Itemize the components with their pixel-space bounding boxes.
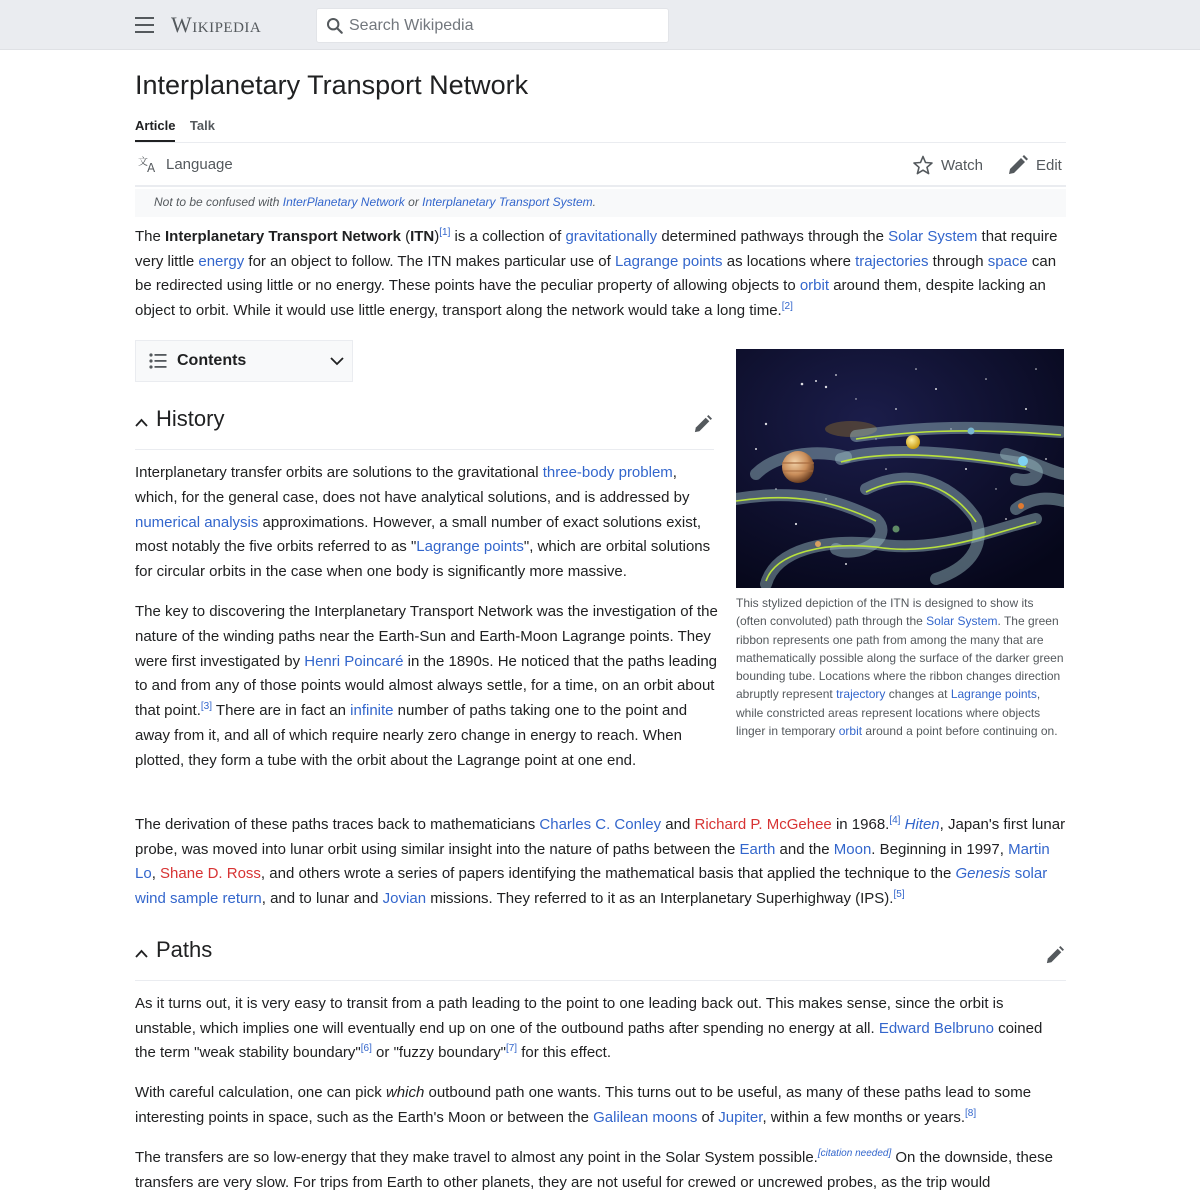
svg-text:A: A	[147, 161, 156, 173]
link-three-body-problem[interactable]: three-body problem	[542, 464, 673, 481]
tab-article[interactable]: Article	[135, 118, 175, 142]
caption-link-lagrange-points[interactable]: Lagrange points	[950, 687, 1037, 702]
paths-paragraph-3: The transfers are so low-energy that they make travel to almost any point in the Solar System possible.[citation needed] On the downside, these transfers are very slow. For trips from Earth to other planets, they are not useful for crewed or uncrewed probes, as the trip would	[135, 1148, 1053, 1191]
link-jupiter[interactable]: Jupiter	[718, 1108, 763, 1126]
caption-link-trajectory[interactable]: trajectory	[836, 687, 886, 702]
star-icon	[913, 155, 933, 175]
ref-7[interactable]: [7]	[505, 1043, 518, 1055]
itn-illustration	[736, 349, 1064, 588]
history-paragraph-3: The derivation of these paths traces back to mathematicians Charles C. Conley and Richard P. McGehee in 1968.[4] Hiten, Japan's first lunar probe, was moved into lunar orbit using similar insight into the nature of paths between the Earth and the Moon. Beginning in 1997, Martin Lo, Shane D. Ross, and others wrote a series of papers identifying the mathematical basis that applied the technique to the Genesis solar wind sample return, and to lunar and Jovian missions. They referred to it as an Interplanetary Superhighway (IPS).[5]	[135, 815, 1066, 907]
language-label: Language	[166, 155, 233, 173]
hamburger-icon[interactable]	[135, 17, 154, 33]
list-icon	[149, 353, 167, 369]
ref-4[interactable]: [4]	[889, 815, 901, 826]
link-infinite[interactable]: infinite	[350, 702, 394, 720]
link-henri-poincare[interactable]: Henri Poincaré	[304, 652, 404, 670]
link-earth[interactable]: Earth	[739, 840, 776, 858]
hatnote-text: Not to be confused with	[154, 195, 283, 209]
link-edward-belbruno[interactable]: Edward Belbruno	[878, 1019, 994, 1037]
link-moon[interactable]: Moon	[833, 840, 872, 858]
link-hiten[interactable]: Hiten	[904, 816, 940, 833]
pencil-icon	[1008, 155, 1028, 175]
ref-1[interactable]: [1]	[439, 227, 451, 238]
language-icon	[138, 155, 158, 173]
link-gravitationally[interactable]: gravitationally	[565, 228, 658, 245]
search-input[interactable]	[349, 9, 659, 42]
tab-talk[interactable]: Talk	[189, 118, 215, 133]
section-title-paths: Paths	[156, 937, 213, 962]
ref-2[interactable]: [2]	[781, 300, 793, 312]
svg-text:文: 文	[138, 157, 148, 168]
watch-label: Watch	[941, 156, 983, 174]
intro-paragraph: The Interplanetary Transport Network (ITN)[1] is a collection of gravitationally determined pathways through the Solar System that require very little energy for an object to follow. The ITN makes particular use of Lagrange points as locations where trajectories through space can be redirected using little or no energy. These points have the peculiar property of allowing objects to orbit around them, despite lacking an object to orbit. While it would use little energy, transport along the network would take a long time.[2]	[135, 227, 1058, 319]
watch-button[interactable]	[913, 155, 983, 175]
link-space[interactable]: space	[987, 252, 1028, 270]
hatnote-link-interplanetary-network[interactable]: InterPlanetary Network	[282, 195, 405, 209]
ref-3[interactable]: [3]	[200, 701, 213, 713]
hatnote-link-interplanetary-transport-system[interactable]: Interplanetary Transport System	[422, 195, 593, 209]
edit-label: Edit	[1036, 156, 1062, 174]
link-solar-system[interactable]: Solar System	[888, 228, 978, 245]
link-martin-lo[interactable]: Martin Lo	[135, 840, 1050, 883]
link-charles-conley[interactable]: Charles C. Conley	[539, 816, 662, 833]
section-heading-history	[135, 406, 714, 450]
site-header	[0, 0, 1200, 50]
redlink-richard-mcgehee[interactable]: Richard P. McGehee	[694, 816, 832, 833]
link-lagrange-points[interactable]: Lagrange points	[416, 538, 524, 556]
ref-8[interactable]: [8]	[965, 1107, 977, 1119]
section-edit-pencil-icon[interactable]	[694, 415, 712, 433]
caption-link-solar-system[interactable]: Solar System	[926, 614, 998, 629]
chevron-up-icon[interactable]	[135, 418, 148, 427]
itn-image[interactable]	[736, 349, 1064, 588]
hatnote-text: .	[592, 195, 597, 209]
hatnote	[135, 189, 1066, 217]
chevron-up-icon[interactable]	[135, 949, 148, 958]
section-heading-paths	[135, 937, 1066, 981]
paths-paragraph-2: With careful calculation, one can pick which outbound path one wants. This turns out to be useful, as many of these paths lead to some interesting points in space, such as the Earth's Moon or between the Galilean moons of Jupiter, within a few months or years.[8]	[135, 1084, 1032, 1126]
page-title: Interplanetary Transport Network	[135, 70, 529, 100]
history-paragraph-2: The key to discovering the Interplanetary Transport Network was the investigation of the nature of the winding paths near the Earth-Sun and Earth-Moon Lagrange points. They were first investigated by Henri Poincaré in the 1890s. He noticed that the paths leading to and from any of those points would almost always settle, for a time, on an orbit about that point.[3] There are in fact an infinite number of paths taking one to the point and away from it, and all of which require nearly zero change in energy to reach. When plotted, they form a tube with the orbit about the Lagrange point at one end.	[135, 603, 718, 769]
edit-button[interactable]	[1008, 155, 1062, 175]
caption-link-orbit[interactable]: orbit	[838, 724, 863, 739]
page-actions	[135, 143, 1066, 187]
paths-paragraph-1: As it turns out, it is very easy to transit from a path leading to the point to one leading back out. This makes sense, since the orbit is unstable, which implies one will eventually end up on one of the outbound paths after spending no energy at all. Edward Belbruno coined the term "weak stability boundary"[6] or "fuzzy boundary"[7] for this effect.	[135, 995, 1043, 1062]
itn-figure	[736, 349, 1064, 740]
chevron-down-icon	[330, 357, 344, 366]
wikipedia-wordmark[interactable]: Wikipedia	[171, 12, 262, 37]
ref-5[interactable]: [5]	[893, 888, 905, 900]
history-paragraph-1: Interplanetary transfer orbits are solutions to the gravitational three-body problem, which, for the general case, does not have analytical solutions, and is addressed by numerical analysis approximations. However, a small number of exact solutions exist, most notably the five orbits referred to as "Lagrange points", which are orbital solutions for circular orbits in the case when one body is significantly more massive.	[135, 464, 711, 581]
link-jovian[interactable]: Jovian	[382, 889, 427, 907]
link-genesis[interactable]: Genesis solar wind sample return	[135, 865, 1048, 907]
link-energy[interactable]: energy	[198, 252, 245, 270]
link-numerical-analysis[interactable]: numerical analysis	[135, 513, 259, 531]
section-title-history: History	[156, 406, 225, 431]
contents-toggle[interactable]	[135, 340, 353, 382]
link-orbit[interactable]: orbit	[799, 277, 830, 295]
contents-label: Contents	[177, 352, 247, 369]
link-galilean-moons[interactable]: Galilean moons	[593, 1108, 698, 1126]
redlink-shane-ross[interactable]: Shane D. Ross	[160, 865, 261, 883]
search-box[interactable]	[317, 9, 668, 42]
ref-6[interactable]: [6]	[360, 1043, 372, 1055]
link-trajectories[interactable]: trajectories	[855, 252, 929, 270]
namespace-tabs	[135, 117, 1066, 143]
section-edit-pencil-icon[interactable]	[1046, 946, 1064, 964]
link-lagrange-points[interactable]: Lagrange points	[614, 252, 723, 270]
language-button[interactable]	[138, 155, 233, 173]
citation-needed[interactable]: [citation needed]	[817, 1148, 892, 1159]
hatnote-text: or	[404, 195, 423, 209]
search-icon	[326, 17, 344, 35]
figure-caption: This stylized depiction of the ITN is designed to show its (often convoluted) path through the Solar System. The green ribbon represents one path from among the many that are mathematically possible along the surface of the darker green bounding tube. Locations where the ribbon changes direction abruptly represent trajectory changes at Lagrange points, while constricted areas represent locations where objects linger in temporary orbit around a point before continuing on.	[736, 596, 1064, 739]
